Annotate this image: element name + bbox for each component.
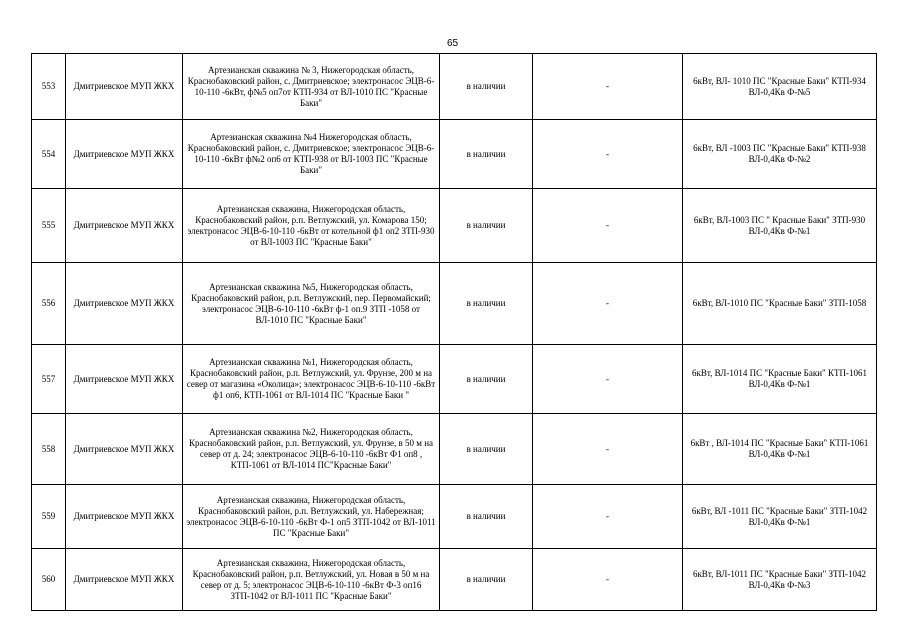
table-row (32, 120, 877, 189)
empty-value-cell: - (533, 485, 683, 549)
power-supply-cell: 6кВт, ВЛ-1011 ПС "Красные Баки" ЗТП-1042 ВЛ-0,4Кв Ф-№3 (683, 549, 877, 611)
object-description-cell: Артезианская скважина, Нижегородская область, Краснобаковский район, р.п. Ветлужский, ул. Новая в 50 м на север от д. 5; электронасос ЭЦВ-6-10-110 -6кВт Ф-3 оп16 ЗТП-1042 от ВЛ-1011 ПС "Красные Баки" (183, 549, 440, 611)
table-row (32, 189, 877, 263)
organization-cell: Дмитриевское МУП ЖКХ (66, 189, 183, 263)
status-cell: в наличии (440, 414, 533, 485)
object-description-cell: Артезианская скважина №5, Нижегородская область, Краснобаковский район, р.п. Ветлужский, пер. Первомайский; электронасос ЭЦВ-6-10-110 -6кВт ф-1 оп.9 ЗТП -1058 от ВЛ-1010 ПС "Красные Баки" (183, 263, 440, 345)
empty-value-cell: - (533, 120, 683, 189)
page-number: 65 (446, 38, 459, 49)
table-row (32, 485, 877, 549)
row-number: 554 (32, 120, 66, 189)
row-number: 559 (32, 485, 66, 549)
table-row (32, 54, 877, 120)
registry-table (31, 53, 877, 611)
row-number: 556 (32, 263, 66, 345)
object-description-cell: Артезианская скважина, Нижегородская область, Краснобаковский район, р.п. Ветлужский, ул. Набережная; электронасос ЭЦВ-6-10-110 -6кВт Ф-1 оп5 ЗТП-1042 от ВЛ-1011 ПС "Красные Баки" (183, 485, 440, 549)
object-description-cell: Артезианская скважина №1, Нижегородская область, Краснобаковский район, р.п. Ветлужский, ул. Фрунзе, 200 м на север от магазина «Околица»; электронасос ЭЦВ-6-10-110 -6кВт ф1 оп6, КТП-1061 от ВЛ-1014 ПС "Красные Баки " (183, 345, 440, 414)
object-description-cell: Артезианская скважина, Нижегородская область, Краснобаковский район, р.п. Ветлужский, ул. Комарова 150; электронасос ЭЦВ-6-10-110 -6кВт от котельной ф1 оп2 ЗТП-930 от ВЛ-1003 ПС "Красные Баки" (183, 189, 440, 263)
organization-cell: Дмитриевское МУП ЖКХ (66, 263, 183, 345)
status-cell: в наличии (440, 549, 533, 611)
organization-cell: Дмитриевское МУП ЖКХ (66, 414, 183, 485)
power-supply-cell: 6кВт, ВЛ -1011 ПС "Красные Баки" ЗТП-1042 ВЛ-0,4Кв Ф-№1 (683, 485, 877, 549)
power-supply-cell: 6кВт, ВЛ-1014 ПС "Красные Баки" КТП-1061 ВЛ-0,4Кв Ф-№1 (683, 345, 877, 414)
table-row (32, 549, 877, 611)
row-number: 555 (32, 189, 66, 263)
row-number: 560 (32, 549, 66, 611)
status-cell: в наличии (440, 120, 533, 189)
power-supply-cell: 6кВт, ВЛ- 1010 ПС "Красные Баки" КТП-934 ВЛ-0,4Кв Ф-№5 (683, 54, 877, 120)
empty-value-cell: - (533, 414, 683, 485)
status-cell: в наличии (440, 54, 533, 120)
status-cell: в наличии (440, 485, 533, 549)
table-row (32, 414, 877, 485)
organization-cell: Дмитриевское МУП ЖКХ (66, 120, 183, 189)
table-row (32, 263, 877, 345)
empty-value-cell: - (533, 345, 683, 414)
organization-cell: Дмитриевское МУП ЖКХ (66, 485, 183, 549)
row-number: 557 (32, 345, 66, 414)
status-cell: в наличии (440, 263, 533, 345)
organization-cell: Дмитриевское МУП ЖКХ (66, 549, 183, 611)
power-supply-cell: 6кВт , ВЛ-1014 ПС "Красные Баки" КТП-1061 ВЛ-0,4Кв Ф-№1 (683, 414, 877, 485)
row-number: 553 (32, 54, 66, 120)
empty-value-cell: - (533, 54, 683, 120)
status-cell: в наличии (440, 345, 533, 414)
empty-value-cell: - (533, 189, 683, 263)
organization-cell: Дмитриевское МУП ЖКХ (66, 54, 183, 120)
empty-value-cell: - (533, 549, 683, 611)
row-number: 558 (32, 414, 66, 485)
object-description-cell: Артезианская скважина №2, Нижегородская область, Краснобаковский район, р.п. Ветлужский, ул. Фрунзе, в 50 м на север от д. 24; электронасос ЭЦВ-6-10-110 -6кВт Ф1 оп8 , КТП-1061 от ВЛ-1014 ПС"Красные Баки" (183, 414, 440, 485)
power-supply-cell: 6кВт, ВЛ-1003 ПС " Красные Баки" ЗТП-930 ВЛ-0,4Кв Ф-№1 (683, 189, 877, 263)
object-description-cell: Артезианская скважина № 3, Нижегородская область, Краснобаковский район, с. Дмитриевское; электронасос ЭЦВ-6-10-110 -6кВт, ф№5 оп7от КТП-934 от ВЛ-1010 ПС "Красные Баки" (183, 54, 440, 120)
empty-value-cell: - (533, 263, 683, 345)
status-cell: в наличии (440, 189, 533, 263)
object-description-cell: Артезианская скважина №4 Нижегородская область, Краснобаковский район, с. Дмитриевское; электронасос ЭЦВ-6-10-110 -6кВт ф№2 оп6 от КТП-938 от ВЛ-1003 ПС "Красные Баки" (183, 120, 440, 189)
power-supply-cell: 6кВт, ВЛ-1010 ПС "Красные Баки" ЗТП-1058 (683, 263, 877, 345)
table-row (32, 345, 877, 414)
power-supply-cell: 6кВт, ВЛ -1003 ПС "Красные Баки" КТП-938 ВЛ-0,4Кв Ф-№2 (683, 120, 877, 189)
organization-cell: Дмитриевское МУП ЖКХ (66, 345, 183, 414)
